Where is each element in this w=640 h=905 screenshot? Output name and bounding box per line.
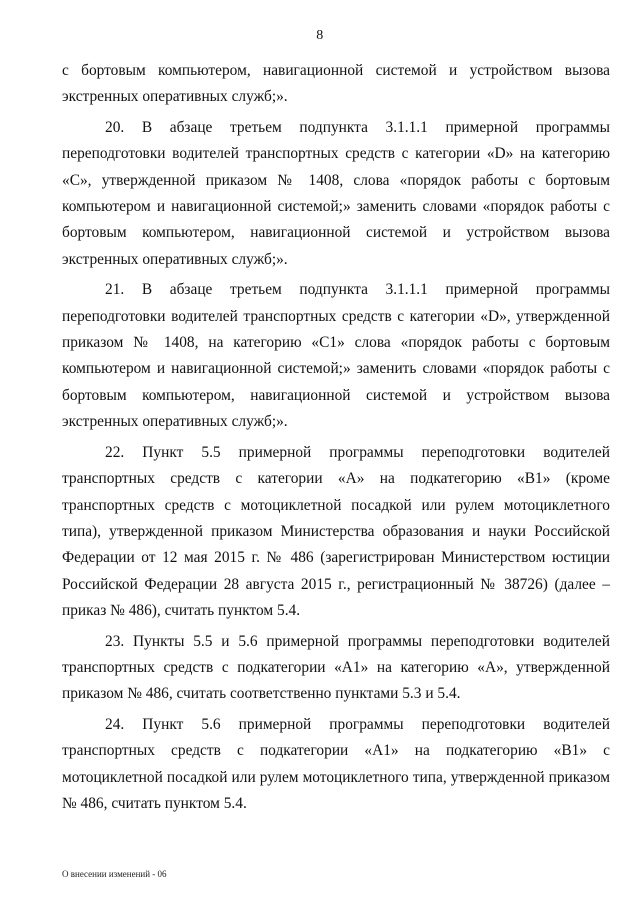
paragraph-22: 22. Пункт 5.5 примерной программы переподготовки водителей транспортных средств с категории «А» на подкатегорию «В1» (кроме транспортных средств с мотоциклетной посадкой или рулем мотоциклетного типа), утвержденной приказом Министерства образования и науки Российской Федерации от 12 мая 2015 г. № 486 (зарегистрирован Министерством юстиции Российской Федерации 28 августа 2015 г., регистрационный № 38726) (далее – приказ № 486), считать пунктом 5.4. — [62, 443, 610, 620]
paragraph-continuation: с бортовым компьютером, навигационной системой и устройством вызова экстренных оперативных служб;». — [62, 62, 610, 106]
paragraph-24: 24. Пункт 5.6 примерной программы переподготовки водителей транспортных средств с подкатегории «А1» на подкатегорию «В1» с мотоциклетной посадкой или рулем мотоциклетного типа, утвержденной приказом № 486, считать пунктом 5.4. — [62, 715, 610, 812]
document-body — [62, 58, 610, 817]
paragraph-20: 20. В абзаце третьем подпункта 3.1.1.1 примерной программы переподготовки водителей транспортных средств с категории «D» на категорию «С», утвержденной приказом № 1408, слова «порядок работы с бортовым компьютером и навигационной системой;» заменить словами «порядок работы с бортовым компьютером, навигационной системой и устройством вызова экстренных оперативных служб;». — [62, 118, 610, 268]
page-number: 8 — [316, 28, 324, 43]
paragraph-21: 21. В абзаце третьем подпункта 3.1.1.1 примерной программы переподготовки водителей транспортных средств с категории «D», утвержденной приказом № 1408, на категорию «С1» слова «порядок работы с бортовым компьютером и навигационной системой;» заменить словами «порядок работы с бортовым компьютером, навигационной системой и устройством вызова экстренных оперативных служб;». — [62, 281, 610, 431]
footer-note: О внесении изменений - 06 — [62, 869, 167, 879]
paragraph-23: 23. Пункты 5.5 и 5.6 примерной программы переподготовки водителей транспортных средств с подкатегории «А1» на категорию «А», утвержденной приказом № 486, считать соответственно пунктами 5.3 и 5.4. — [62, 632, 610, 703]
